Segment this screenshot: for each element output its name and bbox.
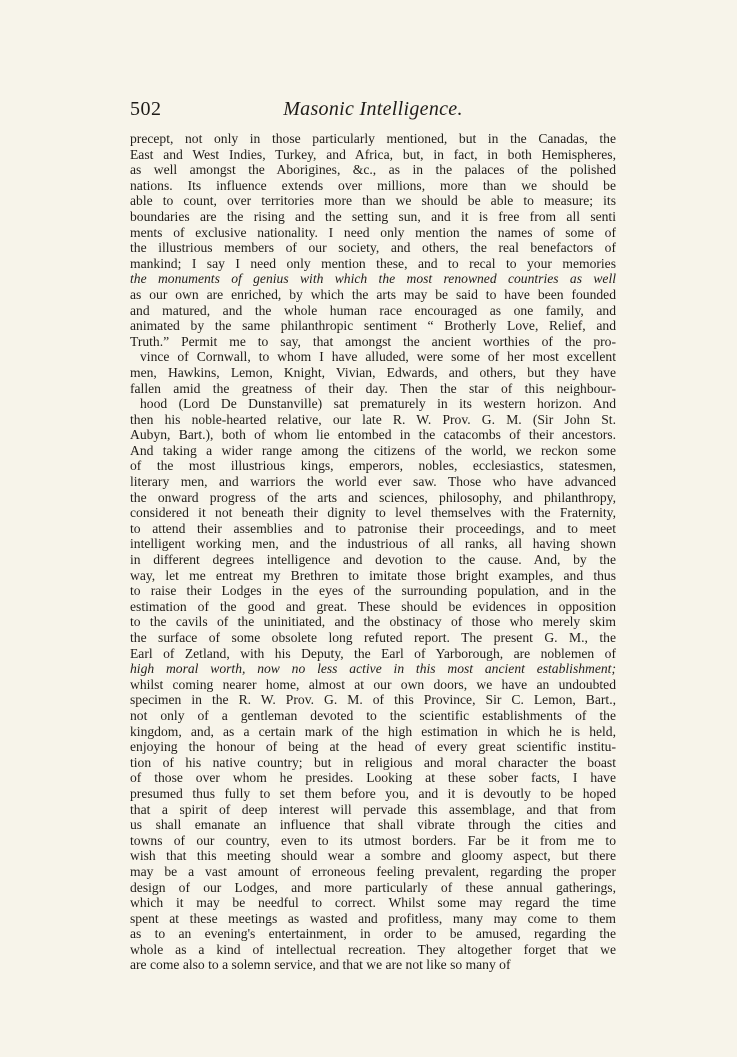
- body-line: spent at these meetings as wasted and profitless, many may come to them: [130, 910, 616, 926]
- body-line: wish that this meeting should wear a sombre and gloomy aspect, but there: [130, 848, 616, 864]
- body-line: of those over whom he presides. Looking at these sober facts, I have: [130, 770, 616, 786]
- body-line: Aubyn, Bart.), both of whom lie entombed in the catacombs of their ancestors.: [130, 427, 616, 443]
- body-line: considered it not beneath their dignity to level themselves with the Fraternity,: [130, 505, 616, 521]
- body-line: high moral worth, now no less active in this most ancient establishment;: [130, 661, 616, 677]
- body-line: nations. Its influence extends over millions, more than we should be: [130, 177, 616, 193]
- body-line: Truth.” Permit me to say, that amongst the ancient worthies of the pro-: [130, 333, 616, 349]
- body-line: then his noble-hearted relative, our late R. W. Prov. G. M. (Sir John St.: [130, 411, 616, 427]
- body-line: that a spirit of deep interest will pervade this assemblage, and that from: [130, 801, 616, 817]
- body-line: And taking a wider range among the citizens of the world, we reckon some: [130, 442, 616, 458]
- body-line: and matured, and the whole human race encouraged as one family, and: [130, 302, 616, 318]
- body-line: as well amongst the Aborigines, &c., as in the palaces of the polished: [130, 162, 616, 178]
- body-line: the onward progress of the arts and sciences, philosophy, and philanthropy,: [130, 489, 616, 505]
- body-line: fallen amid the greatness of their day. Then the star of this neighbour-: [130, 380, 616, 396]
- body-line: design of our Lodges, and more particularly of these annual gatherings,: [130, 879, 616, 895]
- body-line: as our own are enriched, by which the arts may be said to have been founded: [130, 286, 616, 302]
- body-line: estimation of the good and great. These should be evidences in opposition: [130, 598, 616, 614]
- body-line: whole as a kind of intellectual recreation. They altogether forget that we: [130, 941, 616, 957]
- body-line: in different degrees intelligence and devotion to the cause. And, by the: [130, 552, 616, 568]
- body-line: presumed thus fully to set them before you, and it is devoutly to be hoped: [130, 785, 616, 801]
- body-line: us shall emanate an influence that shall vibrate through the cities and: [130, 817, 616, 833]
- body-line: way, let me entreat my Brethren to imitate those bright examples, and thus: [130, 567, 616, 583]
- body-line: to raise their Lodges in the eyes of the surrounding population, and in the: [130, 583, 616, 599]
- body-text: [130, 131, 616, 973]
- body-line: vince of Cornwall, to whom I have alluded, were some of her most excellent: [140, 349, 616, 365]
- body-line: the monuments of genius with which the most renowned countries as well: [130, 271, 616, 287]
- body-line: may be a vast amount of erroneous feeling prevalent, regarding the proper: [130, 863, 616, 879]
- body-line: animated by the same philanthropic sentiment “ Brotherly Love, Relief, and: [130, 318, 616, 334]
- body-line: to attend their assemblies and to patronise their proceedings, and to meet: [130, 520, 616, 536]
- body-line: are come also to a solemn service, and that we are not like so many of: [130, 957, 511, 973]
- body-line: ments of exclusive nationality. I need only mention the names of some of: [130, 224, 616, 240]
- body-line: kingdom, and, as a certain mark of the high estimation in which he is held,: [130, 723, 616, 739]
- body-line: boundaries are the rising and the setting sun, and it is free from all senti: [130, 208, 616, 224]
- body-line: specimen in the R. W. Prov. G. M. of this Province, Sir C. Lemon, Bart.,: [130, 692, 616, 708]
- body-line: mankind; I say I need only mention these, and to recal to your memories: [130, 255, 616, 271]
- body-line: tion of his native country; but in religious and moral character the boast: [130, 754, 616, 770]
- body-line: whilst coming nearer home, almost at our own doors, we have an undoubted: [130, 676, 616, 692]
- body-line: East and West Indies, Turkey, and Africa, but, in fact, in both Hemispheres,: [130, 146, 616, 162]
- running-title: Masonic Intelligence.: [283, 98, 463, 120]
- body-line: men, Hawkins, Lemon, Knight, Vivian, Edwards, and others, but they have: [130, 364, 616, 380]
- body-line: to the cavils of the uninitiated, and the obstinacy of those who merely skim: [130, 614, 616, 630]
- body-line: which it may be needful to correct. Whilst some may regard the time: [130, 895, 616, 911]
- body-line: hood (Lord De Dunstanville) sat prematurely in its western horizon. And: [140, 396, 616, 412]
- body-line: Earl of Zetland, with his Deputy, the Earl of Yarborough, are noblemen of: [130, 645, 616, 661]
- body-line: able to count, over territories more than we should be able to measure; its: [130, 193, 616, 209]
- page-header: [130, 98, 616, 128]
- body-line: as to an evening's entertainment, in order to be amused, regarding the: [130, 926, 616, 942]
- body-line: intelligent working men, and the industrious of all ranks, all having shown: [130, 536, 616, 552]
- body-line: the illustrious members of our society, and others, the real benefactors of: [130, 240, 616, 256]
- page-number: 502: [130, 98, 162, 120]
- body-line: enjoying the honour of being at the head of every great scientific institu-: [130, 739, 616, 755]
- body-line: literary men, and warriors the world ever saw. Those who have advanced: [130, 474, 616, 490]
- body-line: towns of our country, even to its utmost borders. Far be it from me to: [130, 832, 616, 848]
- body-line: precept, not only in those particularly mentioned, but in the Canadas, the: [130, 131, 616, 146]
- body-line: the surface of some obsolete long refuted report. The present G. M., the: [130, 630, 616, 645]
- body-line: of the most illustrious kings, emperors, nobles, ecclesiastics, statesmen,: [130, 458, 616, 474]
- body-line: not only of a gentleman devoted to the scientific establishments of the: [130, 707, 616, 723]
